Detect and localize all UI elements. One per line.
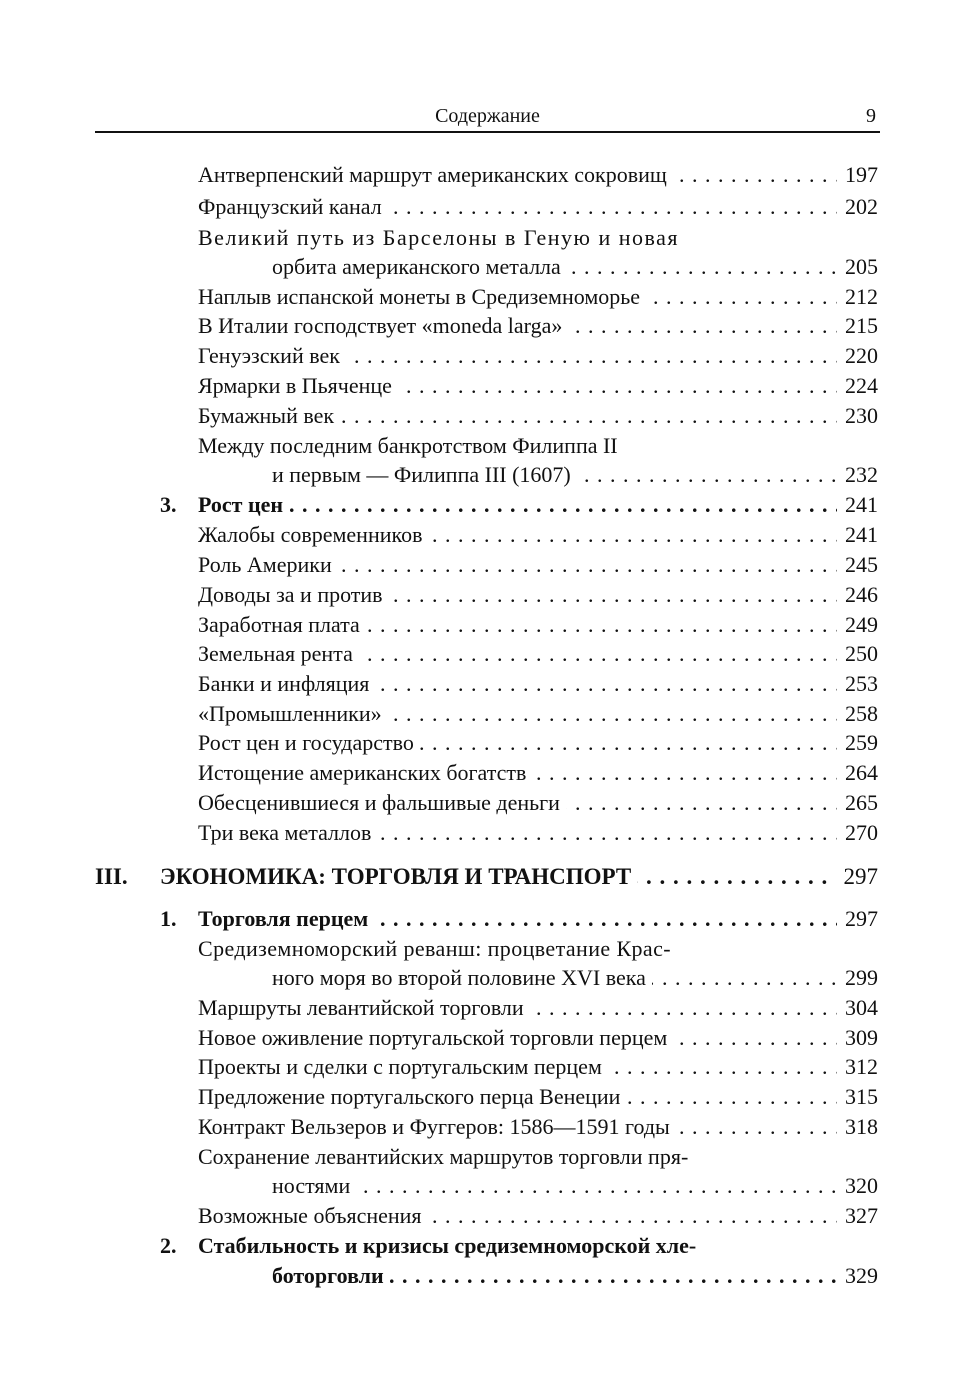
toc-entry — [198, 1052, 878, 1082]
toc-entry — [198, 520, 878, 550]
toc-entry-page: 270 — [837, 818, 878, 848]
toc-entry-title: Сохранение левантийских маршрутов торговли пря- — [198, 1144, 694, 1169]
toc-entry-page: 258 — [837, 699, 878, 729]
toc-part-entry — [160, 862, 878, 892]
chapter-number: 2. — [160, 1233, 177, 1258]
header-title: Содержание — [435, 105, 540, 127]
toc-entry — [198, 1112, 878, 1142]
toc-entry-page: 259 — [837, 728, 878, 758]
toc-entry-continuation — [272, 1261, 878, 1291]
running-header — [95, 103, 880, 129]
toc-entry-title: Проекты и сделки с португальским перцем — [198, 1054, 608, 1079]
toc-entry-title: ностями — [272, 1173, 356, 1198]
toc-entry-page: 245 — [837, 550, 878, 580]
toc-entry — [198, 311, 878, 341]
toc-entry — [198, 818, 878, 848]
toc-entry-title: Бумажный век — [198, 403, 340, 428]
toc-entry-title: «Промышленники» — [198, 701, 388, 726]
toc-entry-title: боторговли — [272, 1263, 390, 1288]
toc-entry-title: Роль Америки — [198, 552, 338, 577]
toc-entry-page: 202 — [837, 192, 878, 222]
toc-entry-title: Предложение португальского перца Венеции — [198, 1084, 626, 1109]
toc-entry — [198, 993, 878, 1023]
chapter-number: 1. — [160, 906, 177, 931]
toc-entry-page: 241 — [837, 490, 878, 520]
toc-entry-page: 224 — [837, 371, 878, 401]
toc-entry-page: 197 — [837, 160, 878, 190]
toc-entry-title: Антверпенский маршрут американских сокровищ — [198, 162, 673, 187]
toc-entry-title: Новое оживление португальской торговли перцем — [198, 1025, 673, 1050]
toc-entry-title: Генуэзский век — [198, 343, 346, 368]
toc-entry-page: 297 — [837, 904, 878, 934]
toc-entry-title: Ярмарки в Пьяченце — [198, 373, 398, 398]
toc-entry-title: В Италии господствует «moneda larga» — [198, 313, 568, 338]
toc-entry-title: Три века металлов — [198, 820, 377, 845]
toc-entry-continuation — [272, 252, 878, 282]
toc-entry-title: Рост цен и государство — [198, 730, 420, 755]
toc-entry-title: Контракт Вельзеров и Фуггеров: 1586—1591 годы — [198, 1114, 676, 1139]
toc-entry-page: 253 — [837, 669, 878, 699]
toc-entry — [198, 282, 878, 312]
toc-entry-continuation — [272, 460, 878, 490]
toc-entry-title: и первым — Филиппа III (1607) — [272, 462, 577, 487]
toc-entry — [198, 1082, 878, 1112]
toc-entry-page: 318 — [837, 1112, 878, 1142]
toc-entry-title: Между последним банкротством Филиппа II — [198, 433, 624, 458]
toc-entry-title: Возможные объяснения — [198, 1203, 428, 1228]
toc-entry-title: Истощение американских богатств — [198, 760, 532, 785]
toc-entry — [198, 639, 878, 669]
toc-entry-title: Торговля перцем — [198, 906, 374, 931]
toc-entry-title: Наплыв испанской монеты в Средиземноморье — [198, 284, 646, 309]
toc-entry-page: 232 — [837, 460, 878, 490]
toc-entry-title: Рост цен — [198, 492, 289, 517]
toc-chapter-entry — [198, 490, 878, 520]
toc-entry — [198, 669, 878, 699]
toc-entry-page: 315 — [837, 1082, 878, 1112]
toc-entry-page: 304 — [837, 993, 878, 1023]
chapter-number: 3. — [160, 492, 177, 517]
toc-entry — [198, 934, 878, 964]
toc-entry-page: 297 — [836, 862, 879, 892]
toc-entry — [198, 341, 878, 371]
toc-entry — [198, 728, 878, 758]
toc-entry-continuation — [272, 1171, 878, 1201]
toc-entry-continuation — [272, 963, 878, 993]
toc-entry — [198, 192, 878, 222]
toc-entry — [198, 223, 878, 253]
toc-entry-page: 246 — [837, 580, 878, 610]
toc-entry — [198, 1142, 878, 1172]
toc-entry-page: 250 — [837, 639, 878, 669]
toc-entry — [198, 431, 878, 461]
toc-entry-title: Жалобы современников — [198, 522, 428, 547]
toc-entry — [198, 401, 878, 431]
toc-chapter-entry — [198, 904, 878, 934]
toc-entry-page: 205 — [837, 252, 878, 282]
toc-entry-page: 249 — [837, 610, 878, 640]
toc-entry-page: 265 — [837, 788, 878, 818]
toc-entry-title: Маршруты левантийской торговли — [198, 995, 530, 1020]
toc-entry — [198, 788, 878, 818]
toc-entry-title: ЭКОНОМИКА: ТОРГОВЛЯ И ТРАНСПОРТ — [160, 864, 637, 889]
toc-entry-page: 212 — [837, 282, 878, 312]
toc-entry — [198, 371, 878, 401]
toc-entry-title: Доводы за и против — [198, 582, 389, 607]
toc-entry-page: 220 — [837, 341, 878, 371]
toc-entry-page: 215 — [837, 311, 878, 341]
toc-entry — [198, 610, 878, 640]
toc-chapter-entry — [198, 1231, 878, 1261]
toc-entry-title: Банки и инфляция — [198, 671, 375, 696]
toc-entry-title: орбита американского металла — [272, 254, 567, 279]
toc-entry-page: 327 — [837, 1201, 878, 1231]
toc-entry — [198, 550, 878, 580]
toc-entry — [198, 580, 878, 610]
toc-entry-page: 241 — [837, 520, 878, 550]
header-page-number: 9 — [866, 105, 876, 127]
toc-entry-title: Стабильность и кризисы средиземноморской хле- — [198, 1233, 702, 1258]
toc-entry-title: Средиземноморский реванш: процветание Крас- — [198, 936, 677, 961]
toc-entry-title: Обесценившиеся и фальшивые деньги — [198, 790, 566, 815]
toc-entry — [198, 758, 878, 788]
toc-entry-title: ного моря во второй половине XVI века — [272, 965, 652, 990]
toc-entry — [198, 160, 878, 190]
toc-entry-page: 320 — [837, 1171, 878, 1201]
toc-entry-title: Земельная рента — [198, 641, 359, 666]
header-rule — [95, 131, 880, 133]
toc-entry — [198, 1201, 878, 1231]
toc-entry — [198, 699, 878, 729]
toc-entry-page: 329 — [837, 1261, 878, 1291]
toc-entry-page: 309 — [837, 1023, 878, 1053]
toc-entry-page: 264 — [837, 758, 878, 788]
toc-entry-title: Великий путь из Барселоны в Геную и новая — [198, 225, 685, 250]
toc-entry-page: 312 — [837, 1052, 878, 1082]
toc-entry-title: Французский канал — [198, 194, 388, 219]
part-number: III. — [95, 864, 128, 889]
toc-entry-page: 299 — [837, 963, 878, 993]
toc-entry-title: Заработная плата — [198, 612, 366, 637]
toc-entry — [198, 1023, 878, 1053]
toc-entry-page: 230 — [837, 401, 878, 431]
